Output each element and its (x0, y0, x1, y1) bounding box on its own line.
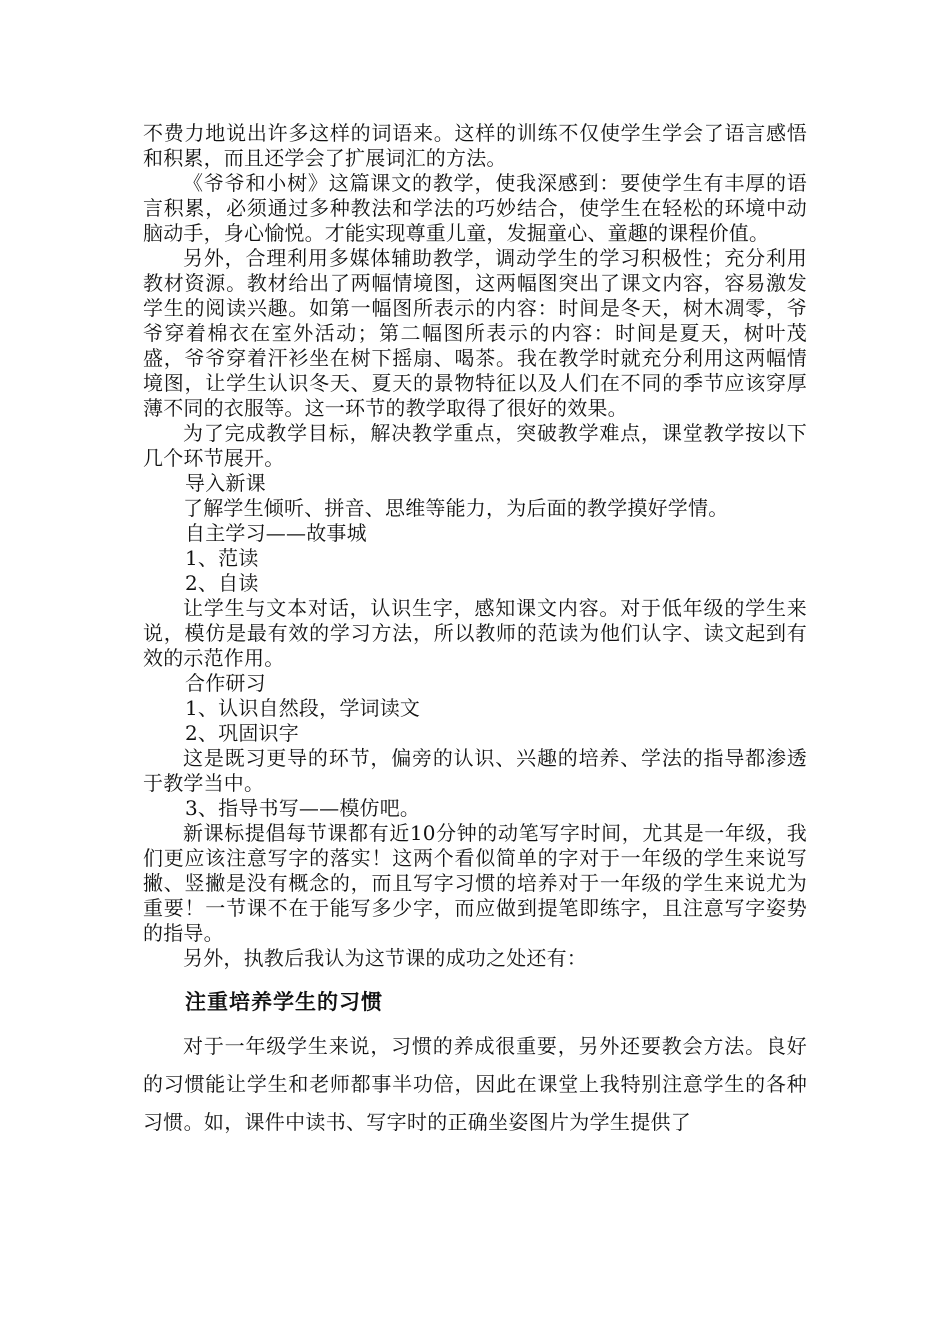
paragraph-9: 另外，执教后我认为这节课的成功之处还有： (183, 946, 587, 970)
paragraph-5: 了解学生倾听、拼音、思维等能力，为后面的教学摸好学情。 (183, 496, 729, 520)
paragraph-closing: 对于一年级学生来说，习惯的养成很重要，另外还要教会方法。良好的习惯能让学生和老师都事半功倍，因此在课堂上我特别注意学生的各种习惯。如，课件中读书、写字时的正确坐姿图片为学生提供了 (143, 1034, 807, 1134)
list-item-1: 1、范读 (185, 546, 259, 570)
paragraph-6: 让学生与文本对话，认识生字，感知课文内容。对于低年级的学生来说，模仿是最有效的学习方法，所以教师的范读为他们认字、读文起到有效的示范作用。 (143, 596, 807, 670)
section-intro-title: 导入新课 (185, 471, 266, 495)
paragraph-4: 为了完成教学目标，解决教学重点，突破教学难点，课堂教学按以下几个环节展开。 (143, 421, 807, 470)
paragraph-1: 不费力地说出许多这样的词语来。这样的训练不仅使学生学会了语言感悟和积累，而且还学会了扩展词汇的方法。 (143, 121, 807, 170)
paragraph-7: 这是既习更导的环节，偏旁的认识、兴趣的培养、学法的指导都渗透于教学当中。 (143, 746, 807, 795)
body-text (143, 121, 807, 971)
list-item-4: 2、巩固识字 (185, 721, 299, 745)
paragraph-2: 《爷爷和小树》这篇课文的教学，使我深感到：要使学生有丰厚的语言积累，必须通过多种教法和学法的巧妙结合，使学生在轻松的环境中动脑动手，身心愉悦。才能实现尊重儿童，发掘童心、童趣的课程价值。 (143, 171, 807, 245)
section-self-study-title: 自主学习——故事城 (185, 521, 367, 545)
section-cooperation-title: 合作研习 (185, 671, 266, 695)
list-item-3: 1、认识自然段，学词读文 (185, 696, 421, 720)
paragraph-8: 新课标提倡每节课都有近10分钟的动笔写字时间，尤其是一年级，我们更应该注意写字的落实！这两个看似简单的字对于一年级的学生来说写撇、竖撇是没有概念的，而且写字习惯的培养对于一年级的学生来说尤为重要！一节课不在于能写多少字，而应做到提笔即练字，且注意写字姿势的指导。 (143, 821, 807, 945)
paragraph-3: 另外，合理利用多媒体辅助教学，调动学生的学习积极性；充分利用教材资源。教材给出了两幅情境图，这两幅图突出了课文内容，容易激发学生的阅读兴趣。如第一幅图所表示的内容：时间是冬天，树木凋零，爷爷穿着棉衣在室外活动；第二幅图所表示的内容：时间是夏天，树叶茂盛，爷爷穿着汗衫坐在树下摇扇、喝茶。我在教学时就充分利用这两幅情境图，让学生认识冬天、夏天的景物特征以及人们在不同的季节应该穿厚薄不同的衣服等。这一环节的教学取得了很好的效果。 (143, 246, 807, 420)
section-heading: 注重培养学生的习惯 (185, 990, 383, 1014)
document-page (143, 121, 807, 1141)
list-item-2: 2、自读 (185, 571, 259, 595)
list-item-5: 3、指导书写——模仿吧。 (185, 796, 421, 820)
closing-text (143, 1027, 807, 1141)
